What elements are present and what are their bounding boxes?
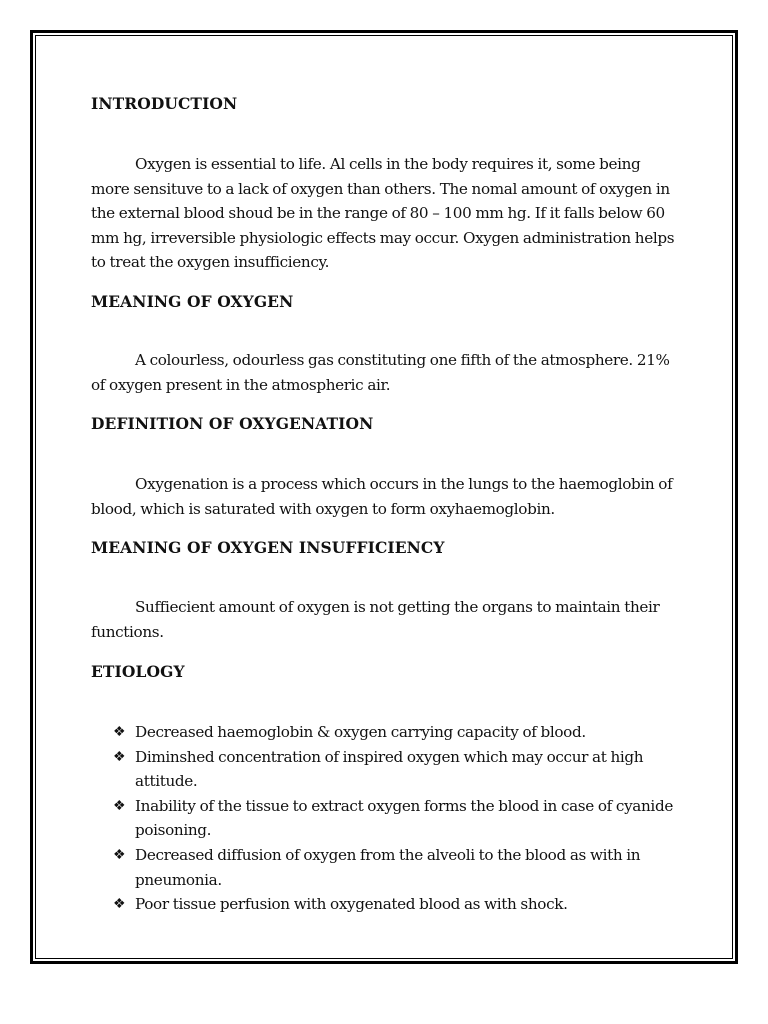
list-item-text: Poor tissue perfusion with oxygenated blood as with shock. bbox=[135, 895, 568, 914]
list-item bbox=[113, 720, 673, 745]
list-item bbox=[113, 745, 673, 794]
list-item-text: Inability of the tissue to extract oxygen forms the blood in case of cyanide poisoning. bbox=[135, 796, 673, 840]
list-item-text: Decreased haemoglobin & oxygen carrying capacity of blood. bbox=[135, 723, 586, 741]
list-item bbox=[113, 794, 673, 843]
paragraph-meaning-of-oxygen: A colourless, odourless gas constituting one fifth of the atmosphere. 21% of oxygen present in the atmospheric air. bbox=[91, 351, 670, 394]
list-item bbox=[113, 843, 673, 892]
paragraph-introduction: Oxygen is essential to life. Al cells in the body requires it, some being more sensituve to a lack of oxygen than others. The nomal amount of oxygen in the external blood shoud be in the range of 80 – 100 mm hg. If it falls below 60 mm hg, irreversible physiologic effects may occur. Oxygen administration helps to treat the oxygen insufficiency. bbox=[91, 155, 675, 272]
list-item bbox=[113, 892, 673, 917]
paragraph-definition-of-oxygenation: Oxygenation is a process which occurs in the lungs to the haemoglobin of blood, which is saturated with oxygen to form oxyhaemoglobin. bbox=[91, 475, 673, 518]
etiology-list bbox=[113, 720, 673, 917]
heading-etiology: ETIOLOGY bbox=[91, 662, 185, 681]
heading-definition-of-oxygenation: DEFINITION OF OXYGENATION bbox=[91, 414, 374, 433]
list-item-text: Diminshed concentration of inspired oxygen which may occur at high attitude. bbox=[135, 747, 644, 791]
list-item-text: Decreased diffusion of oxygen from the alveoli to the blood as with in pneumonia. bbox=[135, 845, 641, 889]
heading-oxygen-insufficiency: MEANING OF OXYGEN INSUFFICIENCY bbox=[91, 538, 445, 557]
heading-introduction: INTRODUCTION bbox=[91, 94, 238, 113]
diamond-bullet-icon: ❖ bbox=[113, 748, 126, 765]
diamond-bullet-icon: ❖ bbox=[113, 896, 126, 913]
heading-meaning-of-oxygen: MEANING OF OXYGEN bbox=[91, 292, 294, 311]
diamond-bullet-icon: ❖ bbox=[113, 846, 126, 863]
paragraph-oxygen-insufficiency: Suffiecient amount of oxygen is not getting the organs to maintain their functions. bbox=[91, 598, 660, 641]
diamond-bullet-icon: ❖ bbox=[113, 724, 126, 740]
diamond-bullet-icon: ❖ bbox=[113, 797, 126, 814]
